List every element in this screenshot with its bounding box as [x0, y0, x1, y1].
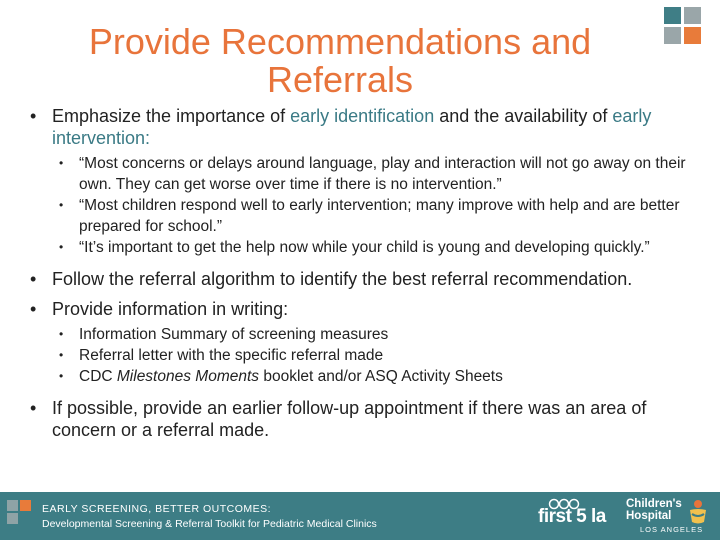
slide-title: Provide Recommendations and Referrals [88, 21, 592, 100]
decor-square [664, 27, 681, 44]
footer-line2: Developmental Screening & Referral Toolkit for Pediatric Medical Clinics [42, 518, 377, 530]
footer-decor-square [7, 500, 18, 511]
milestones-moments-title: Milestones Moments [116, 368, 260, 385]
footer-decor-square [7, 513, 18, 524]
chla-name-line1: Children's [626, 498, 682, 510]
bullet-information-writing [30, 298, 690, 320]
bullet-referral-algorithm [30, 268, 690, 290]
footer-caption [42, 502, 377, 532]
chla-leaf-icon [686, 498, 710, 526]
childrens-hospital-logo [626, 496, 716, 538]
sub-bullet [30, 195, 690, 237]
bullet-text: If possible, provide an earlier follow-up appointment if there was an area of concern or a referral made. [52, 398, 647, 440]
sub-bullet-dot: • [59, 198, 64, 212]
sub-bullet [30, 324, 690, 345]
chla-logo-location: LOS ANGELES [640, 525, 704, 534]
chla-name-line2: Hospital [626, 510, 672, 522]
bullet-text: Provide information in writing: [52, 299, 289, 319]
bullet-dot: • [30, 299, 37, 319]
sub-bullet-dot: • [59, 348, 64, 362]
corner-decoration [664, 7, 704, 47]
bullet-dot: • [30, 398, 37, 418]
sub-bullet-dot: • [59, 327, 64, 341]
sub-bullet-text: “Most children respond well to early intervention; many improve with help and are better prepared for school.” [79, 197, 680, 235]
sub-bullet-text: “Most concerns or delays around language, play and interaction will not go away on their own. They can get worse over time if there is no intervention.” [79, 155, 686, 193]
sub-bullet-text: Referral letter with the specific referral made [79, 347, 384, 364]
first5la-logo [538, 498, 608, 536]
sub-bullet-dot: • [59, 240, 64, 254]
decor-square [684, 7, 701, 24]
sub-bullet [30, 237, 690, 258]
bullet-text: Emphasize the importance of [52, 106, 291, 126]
first5la-logo-text: first 5 la [538, 506, 606, 527]
bullet-text: and the availability of [434, 106, 613, 126]
sub-bullet [30, 153, 690, 195]
bullet-follow-up [30, 397, 690, 441]
sub-bullet-text: Information Summary of screening measures [79, 326, 389, 343]
sub-bullet-text: “It’s important to get the help now while your child is young and developing quickly.” [79, 239, 650, 256]
footer-decor-square [20, 500, 31, 511]
slide-content [30, 105, 690, 441]
bullet-dot: • [30, 269, 37, 289]
sub-bullet-text: booklet and/or ASQ Activity Sheets [259, 368, 503, 385]
sub-bullet [30, 366, 690, 387]
bullet-dot: • [30, 106, 37, 126]
highlight-early-identification: early identification [290, 106, 435, 126]
sub-bullet-dot: • [59, 156, 64, 170]
decor-square [684, 27, 701, 44]
decor-square [664, 7, 681, 24]
footer-bar [0, 492, 720, 540]
sub-bullet-dot: • [59, 369, 64, 383]
sub-bullet-text: CDC [79, 368, 117, 385]
footer-line1: EARLY SCREENING, BETTER OUTCOMES: [42, 503, 272, 515]
chla-logo-name [626, 498, 682, 522]
highlight-early-intervention: early intervention: [52, 106, 652, 148]
sub-bullet [30, 345, 690, 366]
bullet-text: Follow the referral algorithm to identify the best referral recommendation. [52, 269, 633, 289]
bullet-emphasize [30, 105, 690, 149]
